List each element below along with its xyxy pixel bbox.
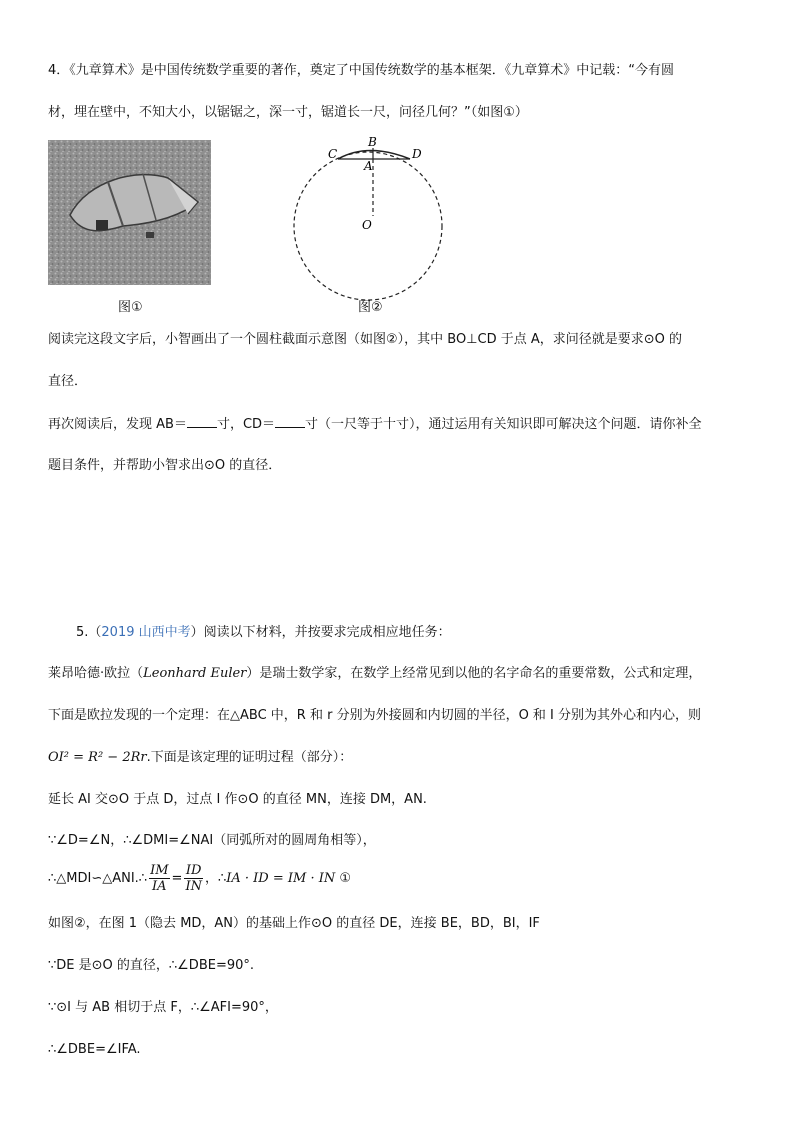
q4-line-2: 材，埋在壁中，不知大小，以锯锯之，深一寸，锯道长一尺，问径几何？”（如图①） [48, 105, 528, 120]
q5-line-8: ∵DE 是⊙O 的直径，∴∠DBE=90°. [48, 958, 255, 973]
product-formula: IA · ID = IM · IN [226, 871, 336, 886]
fraction-2-denominator: IN [185, 879, 202, 894]
answer-blank-cd[interactable] [275, 415, 305, 428]
label-o: O [362, 218, 372, 232]
label-b: B [368, 135, 377, 149]
figure-2-caption: 图② [358, 300, 383, 315]
q5-line-6-part-b: ，∴ [204, 871, 227, 886]
euler-name: Leonhard Euler [143, 666, 247, 681]
label-c: C [328, 147, 338, 161]
q4-line-4: 直径． [48, 374, 88, 389]
q5-header [76, 624, 451, 642]
figure-1-photo [48, 140, 211, 285]
q5-source-link[interactable]: 2019 山西中考 [101, 625, 191, 640]
label-d: D [412, 147, 422, 161]
q4-line-1: 4．《九章算术》是中国传统数学重要的著作，奠定了中国传统数学的基本框架．《九章算术》中记载：“今有圆 [48, 63, 675, 78]
figure-1-caption: 图① [118, 300, 143, 315]
fraction-im-ia [149, 863, 169, 894]
fraction-1-denominator: IA [152, 879, 167, 894]
q4-line-6: 题目条件，并帮助小智求出⊙O 的直径． [48, 458, 282, 473]
euler-formula: OI² = R² − 2Rr [48, 750, 147, 765]
q4-line-5-part-c: 寸（一尺等于十寸），通过运用有关知识即可解决这个问题．请你补全 [305, 417, 702, 432]
q5-line-6 [48, 862, 351, 896]
q5-line-2: 下面是欧拉发现的一个定理：在△ABC 中，R 和 r 分别为外接圆和内切圆的半径，O 和 I 分别为其外心和内心，则 [48, 708, 702, 723]
q5-intro: ）阅读以下材料，并按要求完成相应地任务： [190, 625, 451, 640]
q5-line-6-part-a: ∴△MDI∽△ANI.∴ [48, 871, 148, 886]
q5-line-1 [48, 665, 701, 683]
q5-line-3 [48, 749, 352, 767]
fraction-equals: = [171, 871, 183, 886]
fraction-2-numerator: ID [185, 863, 202, 878]
q5-number: 5.（ [76, 625, 102, 640]
q4-line-5-part-b: 寸，CD＝ [216, 417, 276, 432]
q5-line-9: ∵⊙I 与 AB 相切于点 F，∴∠AFI=90°， [48, 1000, 278, 1015]
figure-2-circle-diagram [290, 134, 450, 314]
q5-line-4: 延长 AI 交⊙O 于点 D，过点 I 作⊙O 的直径 MN，连接 DM，AN. [48, 792, 427, 807]
q4-line-5-part-a: 再次阅读后，发现 AB＝ [48, 417, 187, 432]
q5-line-1-part-b: ）是瑞士数学家，在数学上经常见到以他的名字命名的重要常数，公式和定理， [246, 666, 702, 681]
q5-line-1-part-a: 莱昂哈德·欧拉（ [48, 666, 144, 681]
answer-blank-ab[interactable] [187, 415, 217, 428]
q4-line-5 [48, 415, 702, 434]
fraction-1-numerator: IM [150, 863, 169, 878]
q5-line-10: ∴∠DBE=∠IFA. [48, 1042, 141, 1057]
label-a: A [364, 159, 373, 173]
q5-line-7: 如图②，在图 1（隐去 MD，AN）的基础上作⊙O 的直径 DE，连接 BE，BD，BI，IF [48, 916, 540, 931]
q5-line-5: ∵∠D=∠N，∴∠DMI=∠NAI（同弧所对的圆周角相等）， [48, 833, 376, 848]
fraction-id-in [184, 863, 203, 894]
q4-line-3: 阅读完这段文字后，小智画出了一个圆柱截面示意图（如图②），其中 BO⊥CD 于点 A，求问径就是要求⊙O 的 [48, 332, 683, 347]
equation-marker: ① [335, 871, 352, 886]
q5-line-3-part-b: .下面是该定理的证明过程（部分）： [146, 750, 353, 765]
